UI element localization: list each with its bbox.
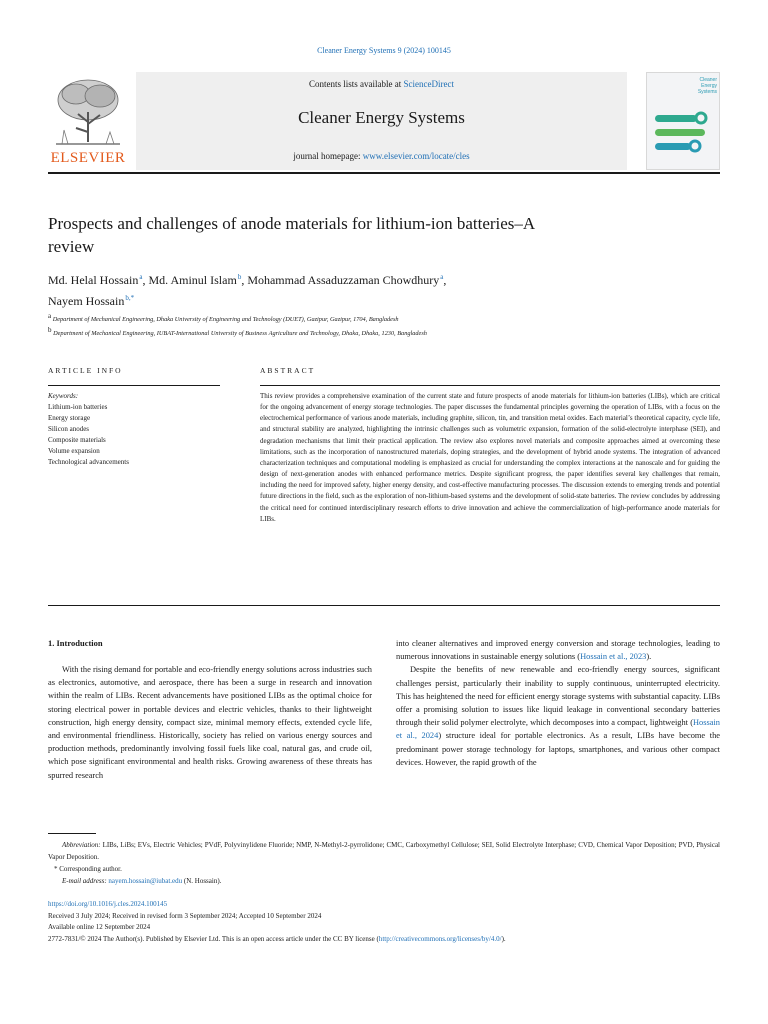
sciencedirect-link[interactable]: ScienceDirect bbox=[403, 79, 454, 89]
article-info-rule bbox=[48, 385, 220, 386]
footnotes bbox=[48, 839, 720, 887]
keyword-item: Silicon anodes bbox=[48, 425, 90, 433]
license-text: 2772-7831/© 2024 The Author(s). Published by Elsevier Ltd. This is an open access article under the CC BY license ( bbox=[48, 934, 379, 943]
author-affiliation-mark[interactable]: b bbox=[237, 273, 242, 281]
corresponding-text: Corresponding author. bbox=[59, 865, 122, 873]
article-info-heading: ARTICLE INFO bbox=[48, 366, 123, 375]
journal-cover-thumbnail[interactable] bbox=[646, 72, 720, 170]
email-link[interactable]: nayem.hossain@iubat.edu bbox=[108, 877, 183, 885]
affiliation-item bbox=[48, 311, 720, 325]
email-footnote bbox=[48, 875, 720, 887]
paragraph-text: Despite the benefits of new renewable and eco-friendly energy sources, significant challenges persist, particularly their inability to supply continuous, uninterrupted electricity. This has heightened the need for efficient energy storage systems with substantial capacity. LIBs offer a promising solution to issues like liquid leakage in conventional secondary batteries through their solid polymer electrolyte, which decomposes into a compact, lightweight ( bbox=[396, 665, 720, 728]
paragraph-text: into cleaner alternatives and improved energy conversion and storage technologies, leading to numerous innovations in sustainable energy solutions ( bbox=[396, 639, 720, 662]
author-name[interactable]: Mohammad Assaduzzaman Chowdhury bbox=[247, 273, 440, 287]
author-affiliation-mark[interactable]: b,* bbox=[125, 294, 135, 302]
cover-title: Cleaner Energy Systems bbox=[697, 77, 717, 95]
author-list: Md. Helal Hossain $^a$, Md. Aminul Islam $^b$, Mohammad Assaduzzaman Chowdhury $^a$, Nayem Hossain $^{b,*}$ bbox=[48, 273, 447, 308]
author-name[interactable]: Nayem Hossain bbox=[48, 294, 125, 308]
affiliation-text: Department of Mechanical Engineering, Dhaka University of Engineering and Technology (DUET), Gazipur, Gazipur, 1704, Bangladesh bbox=[52, 316, 399, 324]
affiliation-text: Department of Mechanical Engineering, IUBAT-International University of Business Agriculture and Technology, Dhaka, Dhaka, 1230, Bangladesh bbox=[53, 330, 427, 338]
keywords-block bbox=[48, 391, 220, 468]
introduction-heading: 1. Introduction bbox=[48, 638, 103, 648]
doi-link[interactable]: https://doi.org/10.1016/j.cles.2024.100145 bbox=[48, 900, 168, 908]
available-online: Available online 12 September 2024 bbox=[48, 923, 151, 932]
abstract-rule bbox=[260, 385, 720, 386]
header-rule bbox=[48, 172, 720, 174]
journal-homepage-link[interactable]: www.elsevier.com/locate/cles bbox=[362, 151, 470, 161]
cover-graphic bbox=[651, 103, 715, 165]
article-title: Prospects and challenges of anode materials for lithium-ion batteries–A review bbox=[48, 214, 535, 256]
author-name[interactable]: Md. Aminul Islam bbox=[148, 273, 237, 287]
citation-link[interactable]: Hossain et al., 2023 bbox=[580, 652, 647, 662]
footnote-rule bbox=[48, 833, 96, 834]
keywords-label: Keywords: bbox=[48, 392, 79, 400]
homepage-line bbox=[136, 151, 627, 161]
publisher-name: ELSEVIER bbox=[50, 150, 126, 166]
keyword-item: Energy storage bbox=[48, 414, 91, 422]
journal-title: Cleaner Energy Systems bbox=[298, 108, 465, 127]
license-line bbox=[48, 934, 728, 946]
homepage-prefix: journal homepage: bbox=[293, 151, 363, 161]
body-column-right bbox=[396, 637, 720, 769]
publication-info bbox=[48, 899, 728, 945]
citation-link[interactable]: Hossain et al., 2024 bbox=[396, 718, 720, 741]
keyword-item: Technological advancements bbox=[48, 458, 129, 466]
keyword-item: Composite materials bbox=[48, 436, 106, 444]
affiliations bbox=[48, 311, 720, 339]
license-end: ). bbox=[501, 934, 506, 943]
paragraph-text: ). bbox=[646, 652, 652, 662]
body-paragraph: With the rising demand for portable and eco-friendly energy solutions across industries such as electronics, automotive, and aerospace, there has been a surge in research and innovation within the realm of LIBs. Recent advancements have positioned LIBs as the optimal choice for storing electrical power in portable devices and electric vehicles, thanks to their lightweight construction, high energy density, compact size, minimal memory effects, extended cycle life, and environmental friendliness. Historically, society has relied on various energy sources and production methods, predominantly involving fossil fuels like coal, natural gas, and crude oil, which pose significant environmental and health risks. Growing awareness of these threats has spurred research bbox=[48, 665, 372, 780]
email-label: E-mail address: bbox=[62, 877, 107, 885]
keyword-item: Lithium-ion batteries bbox=[48, 403, 108, 411]
body-paragraph bbox=[396, 663, 720, 769]
affiliation-mark: b bbox=[48, 326, 52, 335]
author-affiliation-mark[interactable]: a bbox=[440, 273, 444, 281]
affiliation-mark: a bbox=[48, 312, 52, 320]
publication-dates: Received 3 July 2024; Received in revised form 3 September 2024; Accepted 10 September 2024 bbox=[48, 911, 322, 920]
affiliation-item bbox=[48, 325, 720, 339]
body-column-left bbox=[48, 663, 372, 782]
abbreviation-text: LIBs, LiBs; EVs, Electric Vehicles; PVdF, Polyvinylidene Fluoride; NMP, N-Methyl-2-pyrrolidone; CMC, Carboxymethyl Cellulose; SEI, Solid Electrolyte Interphase; CVD, Chemical Vapor Deposition; PVD, Physical Vapor Deposition. bbox=[48, 841, 720, 861]
email-owner: (N. Hossain). bbox=[182, 877, 222, 885]
author-name[interactable]: Md. Helal Hossain bbox=[48, 273, 139, 287]
contents-line bbox=[136, 79, 627, 89]
abbreviation-footnote bbox=[48, 839, 720, 863]
abstract-heading: ABSTRACT bbox=[260, 366, 316, 375]
abstract-bottom-rule bbox=[48, 605, 720, 606]
corresponding-footnote: * Corresponding author. bbox=[54, 865, 122, 873]
body-paragraph bbox=[396, 637, 720, 663]
abbreviation-label: Abbreviation: bbox=[62, 841, 101, 849]
license-link[interactable]: http://creativecommons.org/licenses/by/4.0/ bbox=[378, 934, 502, 943]
keyword-item: Volume expansion bbox=[48, 447, 100, 455]
abstract-text: This review provides a comprehensive examination of the current state and future prospects of anode materials for lithium-ion batteries (LIBs), which are critical for the ongoing advancement of energy storage technologies. The paper discusses the fundamental principles governing the operation of LIBs, with a focus on the electrochemical performance of various anode materials, including graphite, silicon, tin, and transition metal oxides. Each material’s theoretical capacity, cycle life, and structural stability are analyzed, highlighting the intrinsic challenges such as volumetric expansion, formation of the solid-electrolyte interphase (SEI), and degradation mechanisms that limit their practical application. The review also explores novel materials and composite approaches aimed at overcoming these limitations, such as the incorporation of nanostructured materials, doping strategies, and the development of hybrid anode systems. The integration of advanced characterization techniques and computational modeling is emphasized as crucial for understanding the complex interactions at the nanoscale and for guiding the design of next-generation anodes with enhanced performance metrics. Despite significant progress, the paper identifies several key challenges that remain, including the need for improved safety, higher energy density, and cost-effective manufacturing processes. The discussion extends to emerging trends and potential future directions in the field, such as the exploration of non-lithium-based systems and the development of solid-state batteries. The review concludes by addressing the critical need for continued interdisciplinary research efforts to drive innovation and achieve the commercialization of high-performance anode materials for LIBs. bbox=[260, 392, 720, 523]
journal-citation[interactable]: Cleaner Energy Systems 9 (2024) 100145 bbox=[317, 46, 451, 55]
contents-prefix: Contents lists available at bbox=[309, 79, 404, 89]
author-affiliation-mark[interactable]: a bbox=[139, 273, 143, 281]
paragraph-text: ) structure ideal for portable electronics. As a result, LIBs have become the predominant power storage technology for laptops, smartphones, and various other compact devices. However, the rapid growth of the bbox=[396, 731, 721, 767]
